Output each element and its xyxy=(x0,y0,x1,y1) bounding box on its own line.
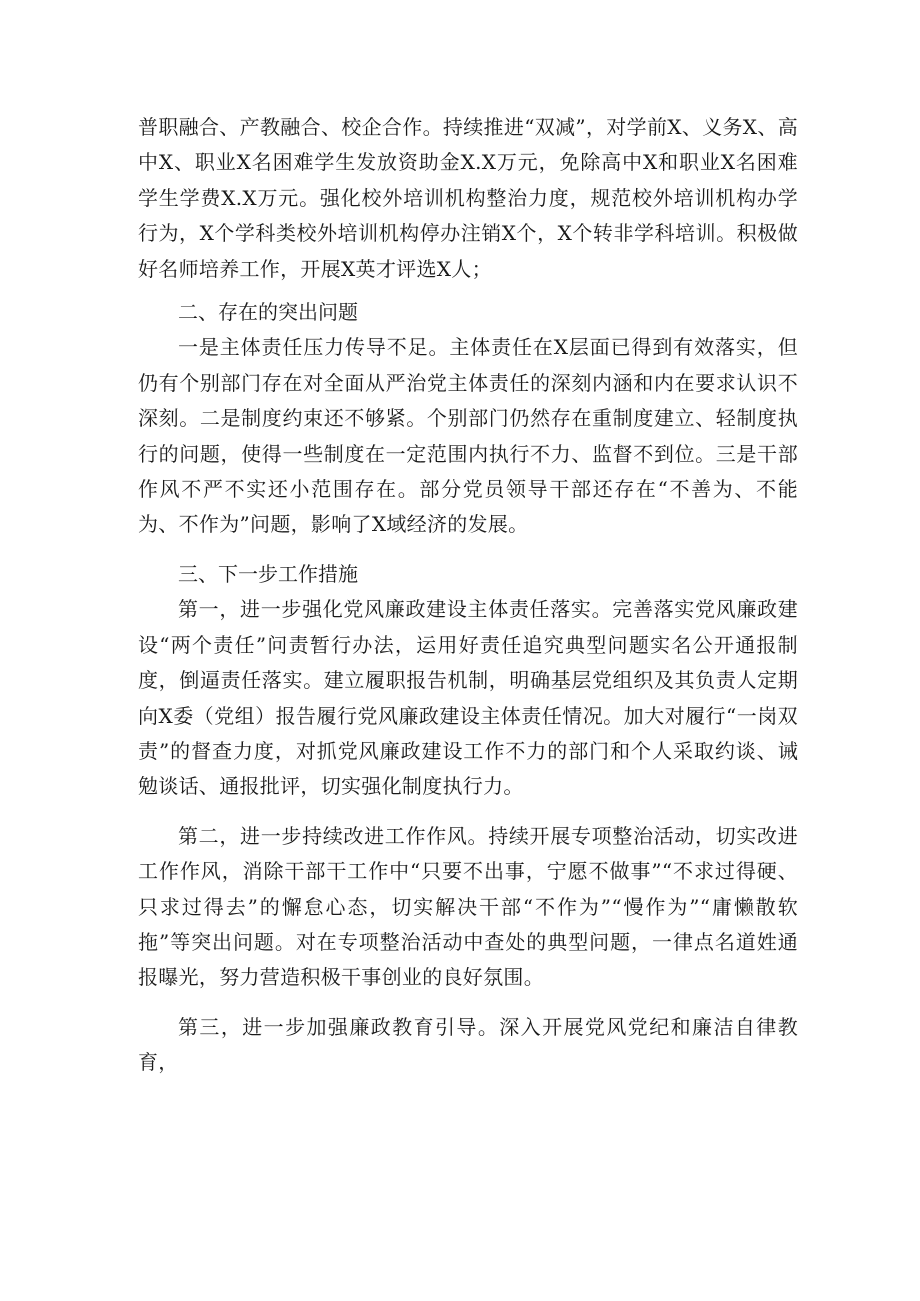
section-heading-next-steps: 三、下一步工作措施 xyxy=(178,561,358,586)
paragraph-education-continuation: 普职融合、产教融合、校企合作。持续推进“双减”，对学前X、义务X、高中X、职业X名困难学生发放资助金X.X万元，免除高中X和职业X名困难学生学费X.X万元。强化校外培训机构整治力度，规范校外培训机构办学行为，X个学科类校外培训机构停办注销X个，X个转非学科培训。积极做好名师培养工作，开展X英才评选X人； xyxy=(138,115,798,281)
paragraph-measure-second: 第二，进一步持续改进工作作风。持续开展专项整治活动，切实改进工作作风，消除干部干工作中“只要不出事，宁愿不做事”“不求过得硬、只求过得去”的懈怠心态，切实解决干部“不作为”“慢作为”“庸懒散软拖”等突出问题。对在专项整治活动中查处的典型问题，一律点名道姓通报曝光，努力营造积极干事创业的良好氛围。 xyxy=(138,823,798,990)
paragraph-problems: 一是主体责任压力传导不足。主体责任在X层面已得到有效落实，但仍有个别部门存在对全面从严治党主体责任的深刻内涵和内在要求认识不深刻。二是制度约束还不够紧。个别部门仍然存在重制度建立、轻制度执行的问题，使得一些制度在一定范围内执行不力、监督不到位。三是干部作风不严不实还小范围存在。部分党员领导干部还存在“不善为、不能为、不作为”问题，影响了X域经济的发展。 xyxy=(138,335,798,537)
spacer xyxy=(138,805,798,819)
spacer xyxy=(138,996,798,1010)
document-page xyxy=(138,110,798,1081)
spacer xyxy=(138,543,798,557)
paragraph-measure-third: 第三，进一步加强廉政教育引导。深入开展党风党纪和廉洁自律教育， xyxy=(138,1014,798,1075)
spacer xyxy=(138,287,798,295)
paragraph-measure-first: 第一，进一步强化党风廉政建设主体责任落实。完善落实党风廉政建设“两个责任”问责暂行办法，运用好责任追究典型问题实名公开通报制度，倒逼责任落实。建立履职报告机制，明确基层党组织及其负责人定期向X委（党组）报告履行党风廉政建设主体责任情况。加大对履行“一岗双责”的督查力度，对抓党风廉政建设工作不力的部门和个人采取约谈、诫勉谈话、通报批评，切实强化制度执行力。 xyxy=(138,597,798,799)
section-heading-problems: 二、存在的突出问题 xyxy=(178,300,358,325)
